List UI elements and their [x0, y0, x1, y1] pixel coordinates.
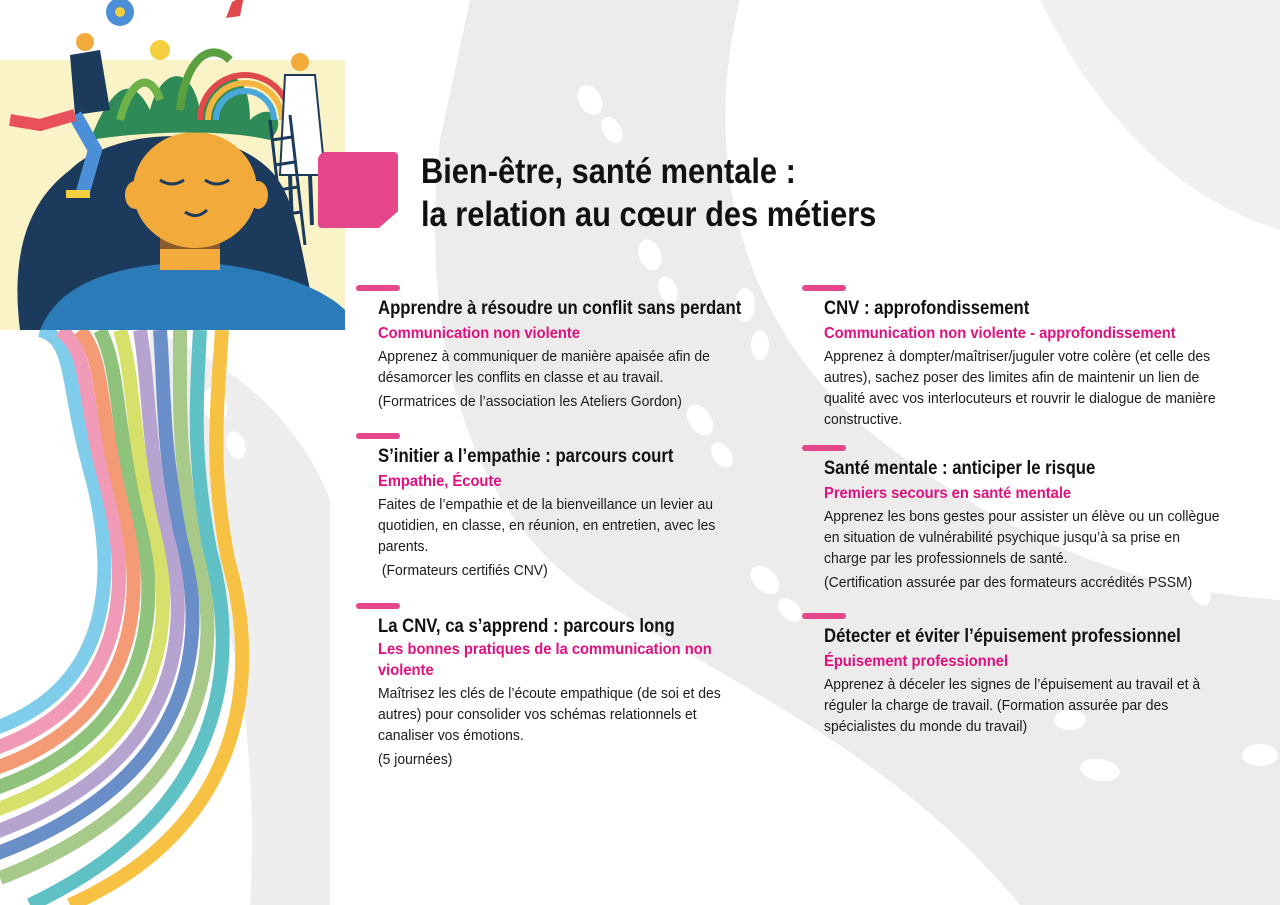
pink-marker	[356, 603, 400, 609]
item-note: (Formatrices de l’association les Ateliers Gordon)	[378, 393, 682, 410]
pink-marker	[802, 613, 846, 619]
item-subtitle: Premiers secours en santé mentale	[824, 485, 1072, 502]
grey-swoosh-2	[1040, 0, 1280, 230]
page-title-line-2: la relation au cœur des métiers	[421, 195, 877, 234]
item-subtitle: Les bonnes pratiques de la communication non violente	[378, 641, 712, 679]
item-note: (Certification assurée par des formateurs accrédités PSSM)	[824, 574, 1193, 591]
item-description: Apprenez à communiquer de manière apaisée afin de désamorcer les conflits en classe et au travail.	[378, 348, 710, 386]
item-description: Maîtrisez les clés de l’écoute empathique (de soi et des autres) pour consolider vos schémas relationnels et canaliser vos émotions.	[378, 685, 721, 744]
item-title: Détecter et éviter l’épuisement professionnel	[824, 626, 1181, 647]
item-title: Apprendre à résoudre un conflit sans perdant	[378, 298, 742, 319]
pink-marker	[356, 433, 400, 439]
pink-marker	[802, 285, 846, 291]
page-title	[421, 150, 914, 236]
item-title: CNV : approfondissement	[824, 298, 1030, 319]
item-description: Apprenez les bons gestes pour assister un élève ou un collègue en situation de vulnérabilité psychique jusqu’à sa prise en charge par les professionnels de santé.	[824, 508, 1220, 567]
item-subtitle: Communication non violente	[378, 325, 580, 342]
pink-marker	[356, 285, 400, 291]
item-subtitle: Épuisement professionnel	[824, 653, 1009, 670]
item-subtitle: Communication non violente - approfondissement	[824, 325, 1176, 342]
item-title: S’initier a l’empathie : parcours court	[378, 446, 674, 467]
title-badge	[318, 152, 398, 228]
item-subtitle: Empathie, Écoute	[378, 473, 502, 490]
wellbeing-illustration	[0, 0, 345, 330]
pink-marker	[802, 445, 846, 451]
item-title: La CNV, ca s’apprend : parcours long	[378, 616, 675, 637]
item-description: Apprenez à déceler les signes de l’épuisement au travail et à réguler la charge de travail. (Formation assurée par des spécialistes du monde du travail)	[824, 676, 1201, 735]
item-note: (5 journées)	[378, 751, 453, 768]
item-description: Faites de l’empathie et de la bienveillance un levier au quotidien, en classe, en réunion, en entretien, avec les parents.	[378, 496, 716, 555]
item-note: (Formateurs certifiés CNV)	[378, 562, 548, 579]
item-title: Santé mentale : anticiper le risque	[824, 458, 1096, 479]
page-title-line-1: Bien-être, santé mentale :	[421, 152, 796, 191]
item-description: Apprenez à dompter/maîtriser/juguler votre colère (et celle des autres), sachez poser des limites afin de maintenir un lien de qualité avec vos interlocuteurs et rouvrir le dialogue de manière constructive.	[824, 348, 1216, 428]
